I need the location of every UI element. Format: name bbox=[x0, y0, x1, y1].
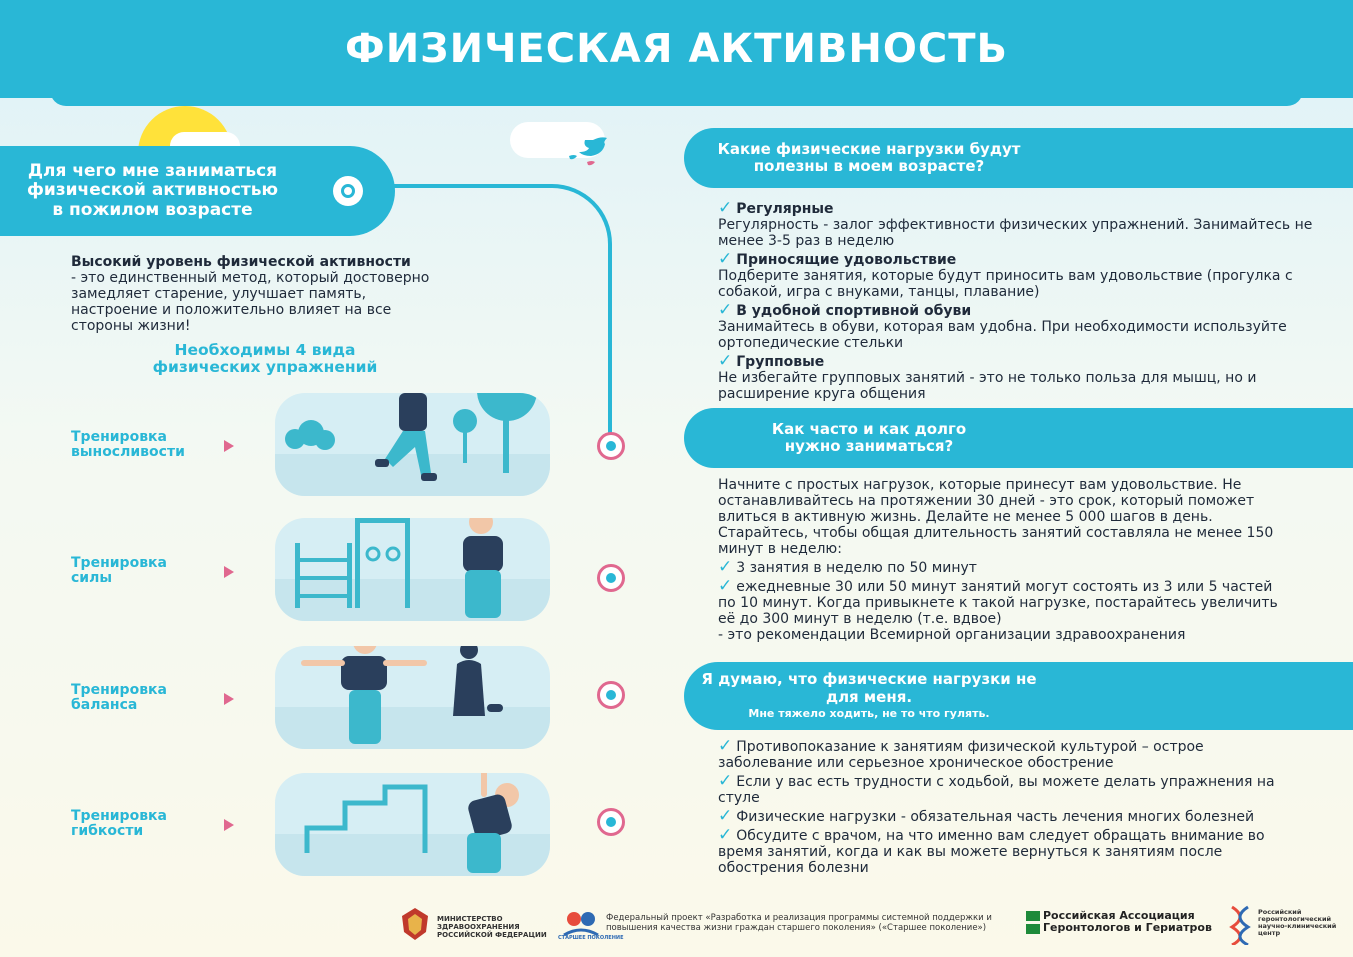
ministry-line: РОССИЙСКОЙ ФЕДЕРАЦИИ bbox=[437, 931, 547, 939]
center-name: Российский геронтологический научно-клинический центр bbox=[1258, 908, 1337, 937]
ministry-line: ЗДРАВООХРАНЕНИЯ bbox=[437, 923, 520, 931]
item-text: 3 занятия в неделю по 50 минут bbox=[736, 560, 977, 576]
list-item bbox=[718, 827, 1298, 876]
list-item bbox=[718, 738, 1298, 771]
bird-icon bbox=[565, 132, 615, 170]
ministry-line: МИНИСТЕРСТВО bbox=[437, 915, 503, 923]
scene-balance bbox=[275, 646, 550, 749]
ministry-logo-text bbox=[437, 915, 547, 939]
item-head: Групповые bbox=[736, 354, 825, 370]
list-item bbox=[718, 251, 1318, 300]
list-item bbox=[718, 808, 1298, 825]
item-head: В удобной спортивной обуви bbox=[736, 303, 972, 319]
arrow-icon bbox=[224, 440, 234, 452]
intro-bold: Высокий уровень физической активности bbox=[71, 254, 411, 270]
emblem-icon bbox=[398, 906, 432, 942]
target-icon bbox=[597, 432, 625, 460]
title-banner bbox=[0, 0, 1353, 98]
intro-body: - это единственный метод, который достоверно замедляет старение, улучшает память, настроение и положительно влияет на все стороны жизни! bbox=[71, 270, 430, 334]
section2-header-line: нужно заниматься? bbox=[784, 437, 954, 455]
section3-header bbox=[684, 662, 1353, 730]
check-icon: ✓ bbox=[718, 351, 733, 371]
association-logo-icon bbox=[1026, 911, 1040, 935]
types-title-line: физических упражнений bbox=[152, 358, 378, 376]
training-label-line: баланса bbox=[71, 697, 138, 713]
section3-header-line: Я думаю, что физические нагрузки не bbox=[701, 670, 1037, 689]
list-item bbox=[718, 559, 1293, 576]
item-text: Занимайтесь в обуви, которая вам удобна. При необходимости используйте ортопедические стельки bbox=[718, 319, 1287, 351]
section2-header-line: Как часто и как долго bbox=[771, 419, 967, 438]
check-icon: ✓ bbox=[718, 557, 733, 577]
training-label-flexibility bbox=[71, 809, 211, 839]
types-title-line: Необходимы 4 вида bbox=[174, 341, 356, 359]
check-icon: ✓ bbox=[718, 576, 733, 596]
section2-content bbox=[718, 477, 1293, 643]
page-title: ФИЗИЧЕСКАЯ АКТИВНОСТЬ bbox=[345, 26, 1008, 72]
association-line: Геронтологов и Гериатров bbox=[1043, 921, 1212, 934]
item-text: Если у вас есть трудности с ходьбой, вы можете делать упражнения на стуле bbox=[718, 774, 1275, 806]
list-item bbox=[718, 200, 1318, 249]
section1-header bbox=[684, 128, 1353, 188]
training-label-line: Тренировка bbox=[71, 429, 167, 445]
training-label-balance bbox=[71, 683, 211, 713]
list-item bbox=[718, 302, 1318, 351]
section3-content bbox=[718, 736, 1298, 876]
check-icon: ✓ bbox=[718, 806, 733, 826]
check-icon: ✓ bbox=[718, 249, 733, 269]
section2-footer: - это рекомендации Всемирной организации здравоохранения bbox=[718, 627, 1186, 643]
item-head: Регулярные bbox=[736, 201, 834, 217]
intro-text bbox=[71, 254, 451, 334]
item-text: Противопоказание к занятиям физической культурой – острое заболевание или серьезное хроническое обострение bbox=[718, 739, 1204, 771]
list-item bbox=[718, 578, 1293, 627]
item-text: ежедневные 30 или 50 минут занятий могут состоять из 3 или 5 частей по 10 минут. Когда привыкнете к такой нагрузке, постарайтесь увеличить её до 300 минут в неделю (т.е. вдвое) bbox=[718, 579, 1278, 627]
section3-subheader: Мне тяжело ходить, не то что гулять. bbox=[748, 706, 990, 720]
association-line: Российская Ассоциация bbox=[1043, 909, 1195, 922]
training-label-line: Тренировка bbox=[71, 808, 167, 824]
check-icon: ✓ bbox=[718, 300, 733, 320]
project-logo-text: СТАРШЕЕ ПОКОЛЕНИЕ bbox=[558, 935, 624, 941]
training-label-line: Тренировка bbox=[71, 555, 167, 571]
section1-header-line: Какие физические нагрузки будут bbox=[717, 139, 1021, 158]
check-icon: ✓ bbox=[718, 198, 733, 218]
target-icon bbox=[597, 564, 625, 592]
item-text: Регулярность - залог эффективности физических упражнений. Занимайтесь не менее 3-5 раз в неделю bbox=[718, 217, 1313, 249]
left-header-line: Для чего мне заниматься bbox=[27, 160, 278, 181]
section2-intro: Начните с простых нагрузок, которые принесут вам удовольствие. Не останавливайтесь на протяжении 30 дней - это срок, который поможет влиться в активную жизнь. Делайте не менее 5 000 шагов в день. Старайтесь, чтобы общая длительность занятий составляла не менее 150 минут в неделю: bbox=[718, 477, 1274, 557]
training-label-line: выносливости bbox=[71, 444, 185, 460]
section2-header bbox=[684, 408, 1353, 468]
target-icon bbox=[597, 808, 625, 836]
target-icon bbox=[597, 681, 625, 709]
section1-content bbox=[718, 198, 1318, 402]
section1-header-line: полезны в моем возрасте? bbox=[753, 157, 985, 175]
training-label-endurance bbox=[71, 430, 211, 460]
item-text: Подберите занятия, которые будут приносить вам удовольствие (прогулка с собакой, игра с внуками, танцы, плавание) bbox=[718, 268, 1293, 300]
left-header-line: физической активностью bbox=[26, 180, 279, 201]
section3-header-line: для меня. bbox=[825, 687, 913, 706]
list-item bbox=[718, 353, 1318, 402]
arrow-icon bbox=[224, 566, 234, 578]
dna-logo-icon bbox=[1226, 905, 1254, 945]
list-item bbox=[718, 773, 1298, 806]
check-icon: ✓ bbox=[718, 771, 733, 791]
check-icon: ✓ bbox=[718, 736, 733, 756]
arrow-icon bbox=[224, 693, 234, 705]
project-description: Федеральный проект «Разработка и реализация программы системной поддержки и повышения качества жизни граждан старшего поколения» («Старшее поколение») bbox=[606, 913, 992, 933]
arrow-icon bbox=[224, 819, 234, 831]
target-icon bbox=[333, 176, 363, 206]
item-head: Приносящие удовольствие bbox=[736, 252, 957, 268]
training-label-line: силы bbox=[71, 570, 113, 586]
item-text: Не избегайте групповых занятий - это не только польза для мышц, но и расширение круга общения bbox=[718, 370, 1257, 402]
item-text: Физические нагрузки - обязательная часть лечения многих болезней bbox=[736, 809, 1255, 825]
check-icon: ✓ bbox=[718, 825, 733, 845]
scene-flexibility bbox=[275, 773, 550, 876]
training-label-line: Тренировка bbox=[71, 682, 167, 698]
left-header-line: в пожилом возрасте bbox=[52, 199, 253, 220]
item-text: Обсудите с врачом, на что именно вам следует обращать внимание во время занятий, когда и как вы можете вернуться к занятиям после обострения болезни bbox=[718, 828, 1265, 876]
training-label-line: гибкости bbox=[71, 823, 144, 839]
association-name bbox=[1043, 910, 1212, 934]
scene-endurance bbox=[275, 393, 550, 496]
training-label-strength bbox=[71, 556, 211, 586]
scene-strength bbox=[275, 518, 550, 621]
exercise-types-title bbox=[120, 342, 410, 376]
